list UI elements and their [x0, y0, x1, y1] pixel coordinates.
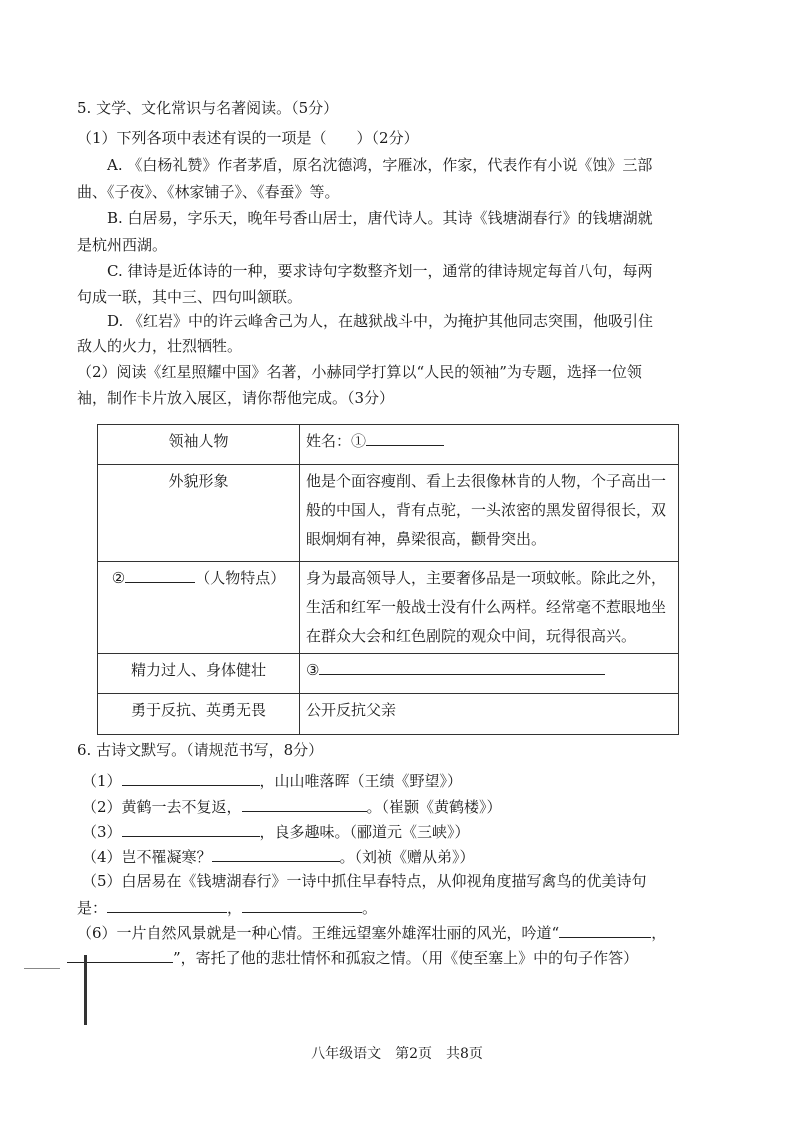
appearance-line: 般的中国人，背有点驼，一头浓密的黑发留得很长，双 — [306, 501, 667, 519]
trait-line: 身为最高领导人，主要奢侈品是一项蚊帐。除此之外， — [306, 569, 667, 587]
answer-blank-q6-3[interactable] — [122, 821, 260, 837]
q6-item-1-text: ，山山唯落晖（王绩《野望》） — [259, 772, 463, 790]
option-a-line1: A. 《白杨礼赞》作者茅盾，原名沈德鸿，字雁冰，作家，代表作有小说《蚀》三部 — [107, 156, 653, 174]
q6-item-5-answer — [77, 897, 377, 918]
q6-item-2-text: （2）黄鹤一去不复返， — [82, 798, 242, 816]
q6-item-6-text: （6）一片自然风景就是一种心情。王维远望塞外雄浑壮丽的风光，吟道“ — [77, 924, 560, 942]
q6-item-5: （5）白居易在《钱塘湖春行》一诗中抓住早春特点，从仰视角度描写禽鸟的优美诗句 — [82, 872, 647, 890]
row-trait-value — [300, 562, 679, 654]
energy-prefix: ③ — [306, 661, 320, 679]
answer-blank-q6-5a[interactable] — [107, 897, 227, 913]
q6-item-3-num: （3） — [82, 823, 122, 841]
q6-item-1 — [82, 770, 462, 791]
row-appearance-label: 外貌形象 — [98, 465, 300, 562]
option-b-line1: B. 白居易，字乐天，晚年号香山居士，唐代诗人。其诗《钱塘湖春行》的钱塘湖就 — [107, 209, 653, 227]
option-a-line2: 曲、《子夜》、《林家铺子》、《春蚕》等。 — [77, 183, 340, 201]
answer-blank-q6-4[interactable] — [212, 846, 340, 862]
option-b-line2: 是杭州西湖。 — [77, 236, 168, 254]
q6-item-6-comma: ， — [651, 924, 667, 942]
option-c-line2: 句成一联，其中三、四句叫颔联。 — [77, 288, 303, 306]
q6-item-2 — [82, 796, 502, 817]
option-c-line1: C. 律诗是近体诗的一种，要求诗句字数整齐划一，通常的律诗规定每首八句，每两 — [107, 262, 653, 280]
q6-item-2-source: 。（崔颢《黄鹤楼》） — [366, 798, 502, 816]
q6-item-6-cont — [67, 947, 638, 968]
q6-item-5-comma: ， — [227, 899, 243, 917]
row-leader-label: 领袖人物 — [98, 425, 300, 465]
binding-mark — [84, 955, 87, 1025]
name-prefix: 姓名：① — [306, 432, 367, 450]
row-energy-label: 精力过人、身体健壮 — [98, 654, 300, 694]
appearance-line: 他是个面容瘦削、看上去很像林肯的人物，个子高出一 — [306, 472, 667, 490]
q5-sub1: （1）下列各项中表述有误的一项是（ ）（2分） — [77, 129, 419, 147]
q6-item-6 — [77, 922, 666, 943]
leader-card-table — [97, 424, 679, 735]
row-courage-label: 勇于反抗、英勇无畏 — [98, 694, 300, 735]
answer-blank-1[interactable] — [366, 430, 444, 446]
q6-item-3 — [82, 821, 470, 842]
q6-item-4-text: （4）岂不罹凝寒？ — [82, 848, 212, 866]
answer-blank-q6-6b[interactable] — [67, 947, 173, 963]
row-appearance-value — [300, 465, 679, 562]
q6-item-1-num: （1） — [82, 772, 122, 790]
trait-line: 生活和红军一般战士没有什么两样。经常毫不惹眼地坐 — [306, 598, 667, 616]
answer-blank-3[interactable] — [319, 659, 605, 675]
q6-item-5-label: 是： — [77, 899, 108, 917]
q6-item-3-text: ，良多趣味。（郦道元《三峡》） — [259, 823, 470, 841]
appearance-line: 眼炯炯有神，鼻梁很高，颧骨突出。 — [306, 530, 547, 548]
q6-item-4-source: 。（刘祯《赠从弟》） — [339, 848, 475, 866]
answer-blank-q6-6a[interactable] — [559, 922, 651, 938]
row-energy-value — [300, 654, 679, 694]
trait-prefix: ② — [111, 569, 126, 587]
q6-item-6-end: ”，寄托了他的悲壮情怀和孤寂之情。（用《使至塞上》中的句子作答） — [173, 949, 639, 967]
answer-blank-q6-2[interactable] — [242, 796, 367, 812]
answer-blank-2[interactable] — [125, 567, 195, 583]
answer-blank-q6-1[interactable] — [122, 770, 260, 786]
q5-title: 5. 文学、文化常识与名著阅读。（5分） — [77, 99, 339, 117]
q5-sub2-line2: 袖，制作卡片放入展区，请你帮他完成。（3分） — [77, 389, 395, 407]
row-courage-value: 公开反抗父亲 — [300, 694, 679, 735]
q6-title: 6. 古诗文默写。（请规范书写，8分） — [77, 741, 324, 759]
trait-line: 在群众大会和红色剧院的观众中间，玩得很高兴。 — [306, 627, 637, 645]
trait-suffix: （人物特点） — [195, 569, 286, 587]
q6-item-4 — [82, 846, 475, 867]
binding-mark — [24, 968, 60, 969]
answer-blank-q6-5b[interactable] — [242, 897, 362, 913]
row-leader-value — [300, 425, 679, 465]
q5-sub2-line1: （2）阅读《红星照耀中国》名著，小赫同学打算以“人民的领袖”为专题，选择一位领 — [77, 363, 642, 381]
row-trait-label — [98, 562, 300, 654]
option-d-line2: 敌人的火力，壮烈牺牲。 — [77, 337, 243, 355]
option-d-line1: D. 《红岩》中的许云峰舍己为人，在越狱战斗中，为掩护其他同志突围，他吸引住 — [107, 312, 654, 330]
q6-item-5-period: 。 — [362, 899, 378, 917]
page-footer: 八年级语文 第2页 共8页 — [311, 1046, 483, 1062]
